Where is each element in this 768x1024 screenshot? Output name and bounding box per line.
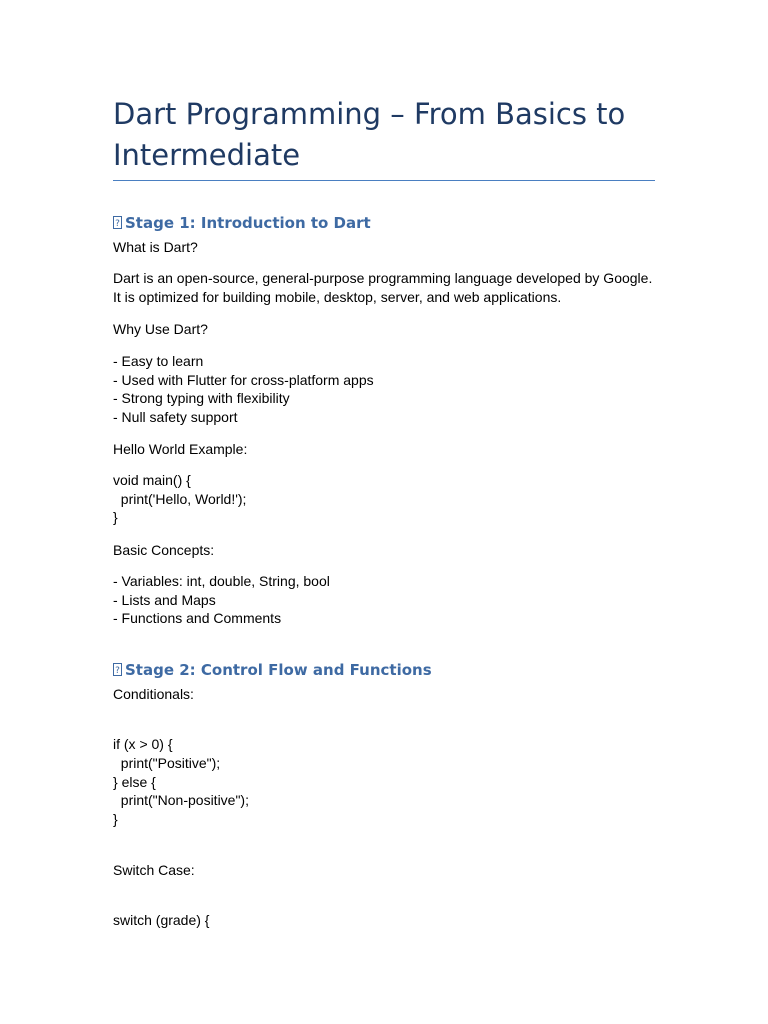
basic-concepts-label: Basic Concepts: (113, 542, 215, 558)
reason-item: - Used with Flutter for cross-platform apps (113, 372, 374, 388)
code-line: switch (grade) { (113, 912, 210, 928)
missing-glyph-icon (113, 663, 122, 676)
missing-glyph-icon (113, 216, 122, 229)
hello-world-label: Hello World Example: (113, 441, 248, 457)
stage2-heading-text: Stage 2: Control Flow and Functions (125, 661, 432, 679)
stage2-heading (113, 660, 432, 680)
code-line: print('Hello, World!'); (113, 491, 247, 507)
code-line: } (113, 509, 118, 525)
why-use-dart-label: Why Use Dart? (113, 321, 208, 337)
concept-item: - Functions and Comments (113, 610, 282, 626)
what-is-dart-label: What is Dart? (113, 239, 198, 255)
conditionals-label: Conditionals: (113, 686, 194, 702)
code-line: } else { (113, 774, 156, 790)
description-line-1: Dart is an open-source, general-purpose programming language developed by Google. (113, 270, 653, 286)
switch-case-label: Switch Case: (113, 862, 195, 878)
title-underline (113, 180, 655, 181)
concept-item: - Variables: int, double, String, bool (113, 573, 330, 589)
concept-item: - Lists and Maps (113, 592, 216, 608)
code-line: print("Positive"); (113, 755, 221, 771)
stage1-heading (113, 213, 371, 233)
code-line: void main() { (113, 472, 191, 488)
reason-item: - Easy to learn (113, 353, 204, 369)
code-line: if (x > 0) { (113, 736, 173, 752)
stage1-heading-text: Stage 1: Introduction to Dart (125, 214, 371, 232)
reason-item: - Null safety support (113, 409, 238, 425)
code-line: print("Non-positive"); (113, 792, 249, 808)
reason-item: - Strong typing with flexibility (113, 390, 290, 406)
code-line: } (113, 811, 118, 827)
document-title: Dart Programming – From Basics to Intermediate (113, 97, 626, 172)
description-line-2: It is optimized for building mobile, desktop, server, and web applications. (113, 289, 562, 305)
